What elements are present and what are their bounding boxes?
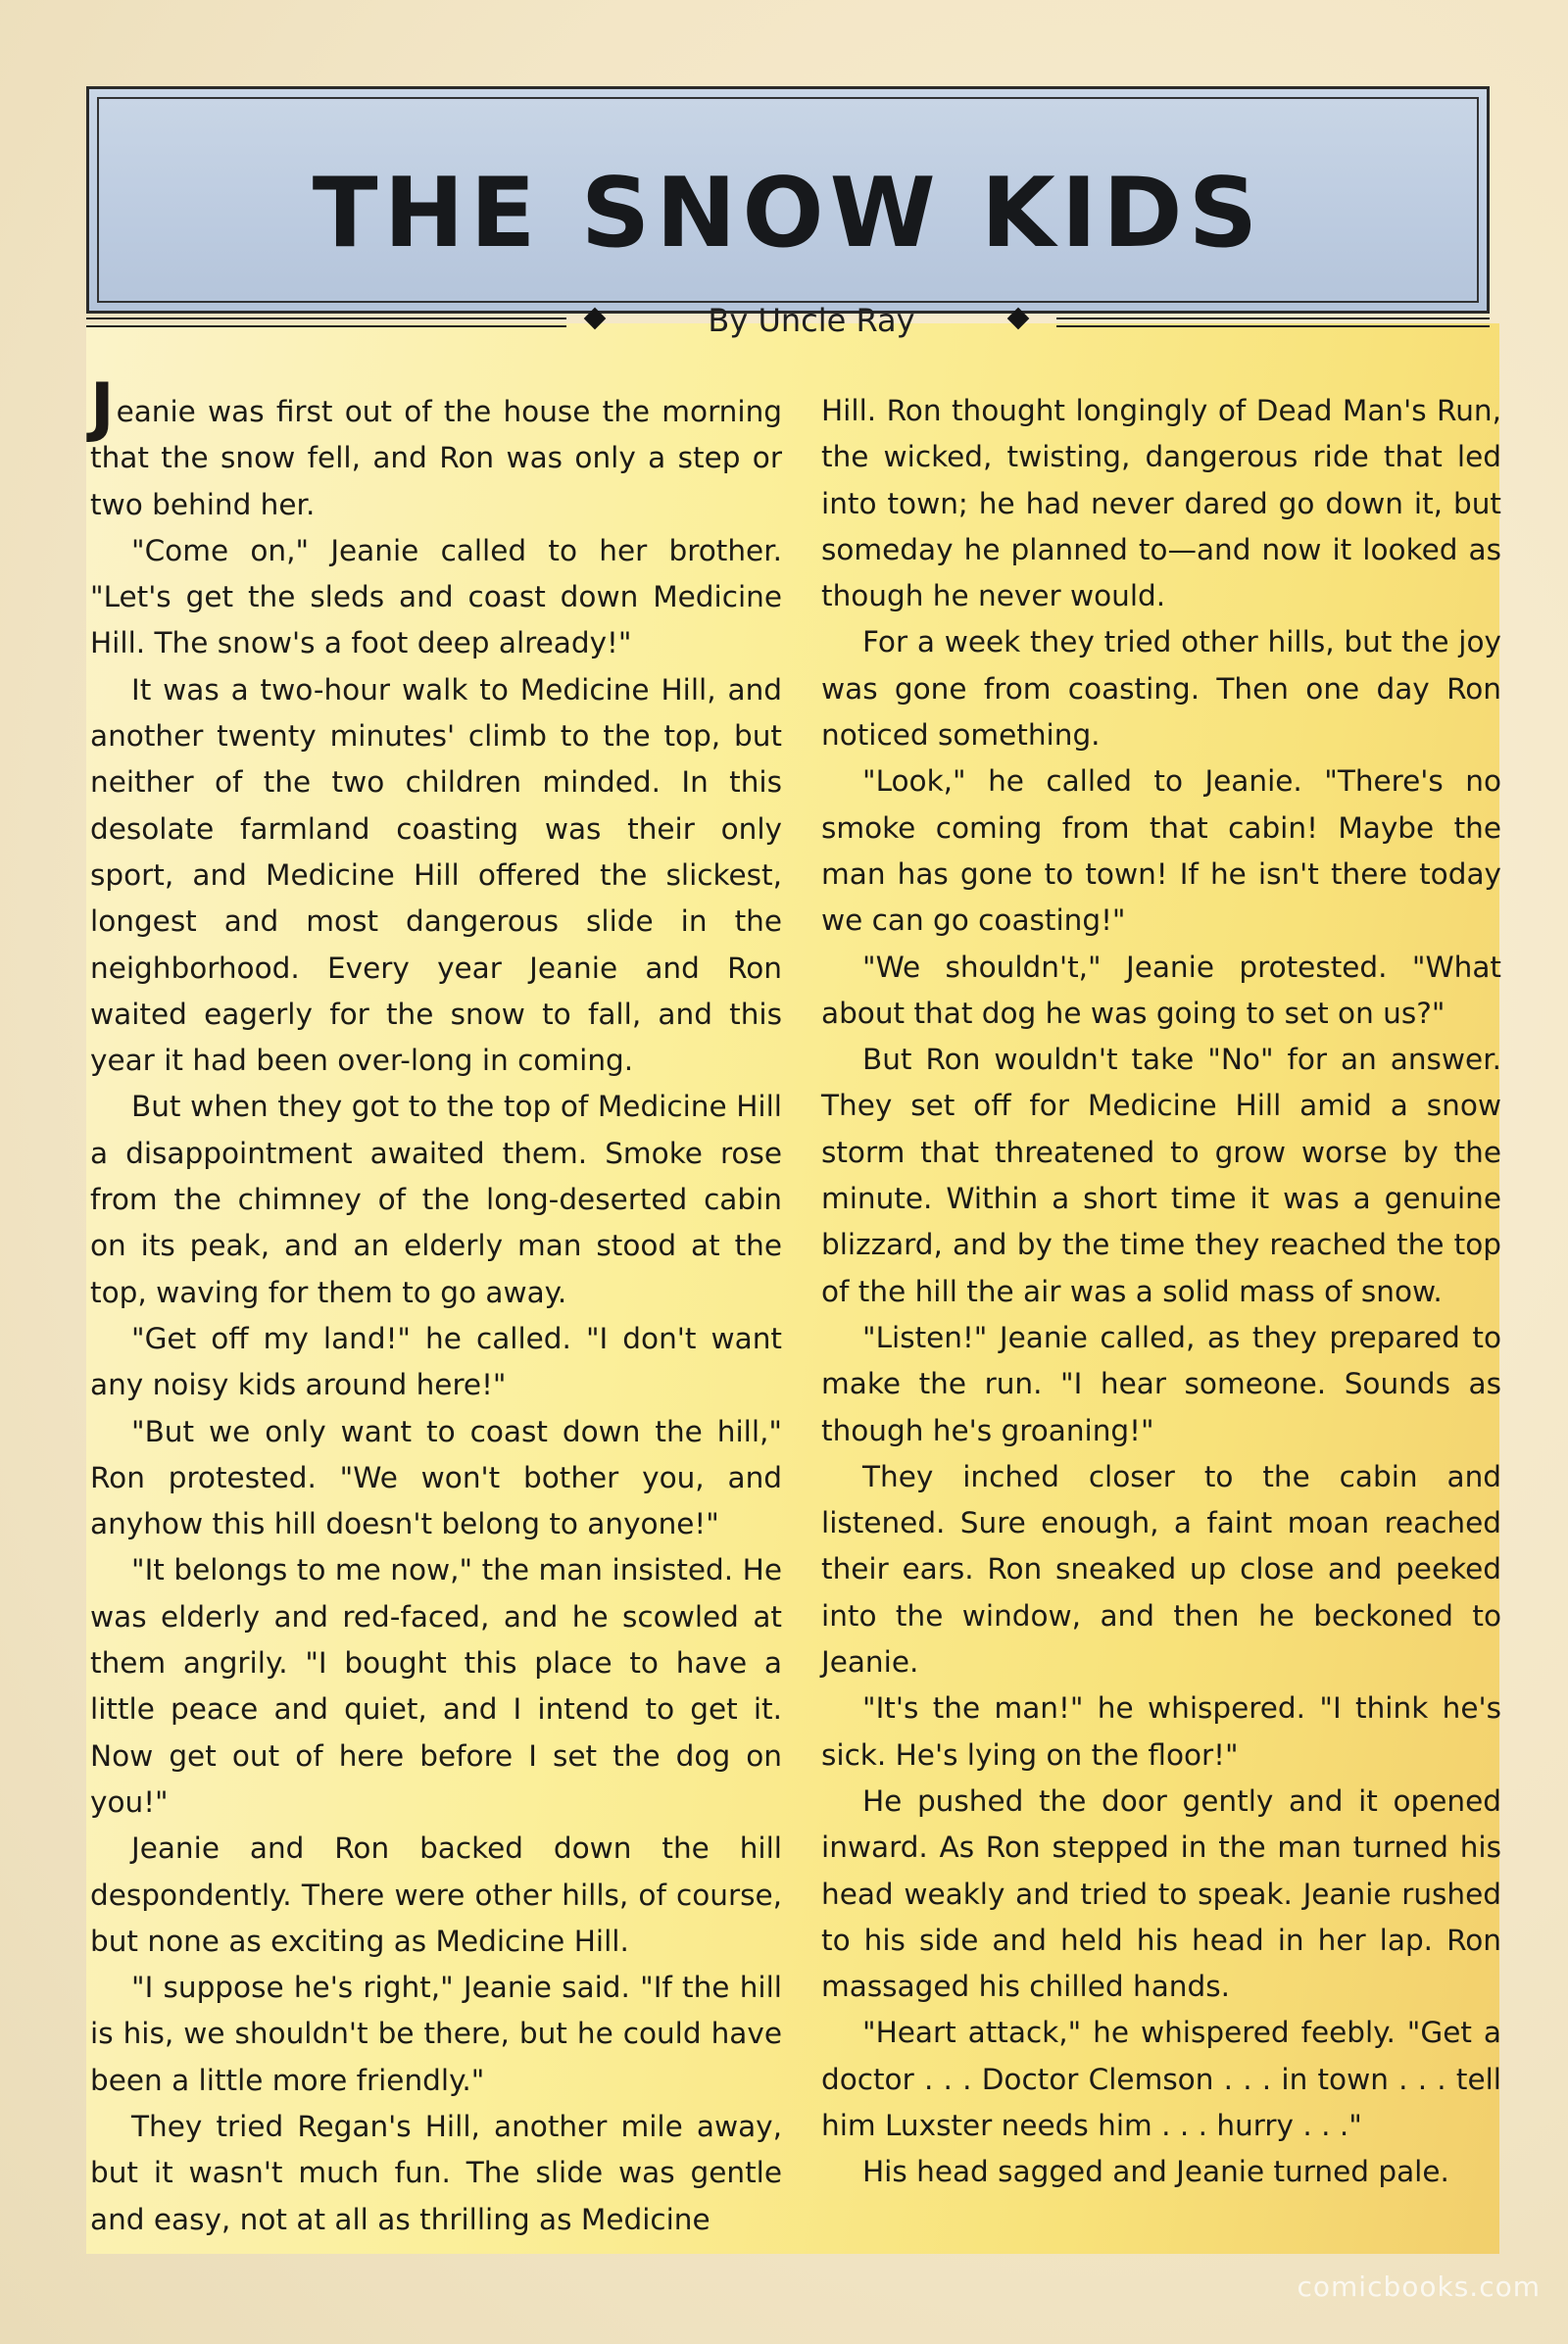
story-title: THE SNOW KIDS bbox=[312, 158, 1264, 269]
paragraph: Jeanie and Ron backed down the hill despondently. There were other hills, of course, but none as exciting as Medicine Hill. bbox=[90, 1831, 782, 1958]
byline-rule-right bbox=[1056, 317, 1490, 327]
paragraph: "Listen!" Jeanie called, as they prepared to make the run. "I hear someone. Sounds as though he's groaning!" bbox=[821, 1320, 1501, 1447]
paragraph: "Heart attack," he whispered feebly. "Get a doctor . . . Doctor Clemson . . . in town . . . tell him Luxster needs him . . . hurry . . ." bbox=[821, 2016, 1501, 2142]
paragraph: "Come on," Jeanie called to her brother. "Let's get the sleds and coast down Medicine Hill. The snow's a foot deep already!" bbox=[90, 533, 782, 660]
paragraph: "We shouldn't," Jeanie protested. "What about that dog he was going to set on us?" bbox=[821, 950, 1501, 1030]
paragraph: For a week they tried other hills, but the joy was gone from coasting. Then one day Ron noticed something. bbox=[821, 625, 1501, 753]
paragraph: They inched closer to the cabin and listened. Sure enough, a faint moan reached their ears. Ron sneaked up close and peeked into the window, and then he beckoned to Jeanie. bbox=[821, 1459, 1501, 1680]
story-column-left bbox=[90, 369, 782, 2243]
paragraph: But when they got to the top of Medicine Hill a disappointment awaited them. Smoke rose from the chimney of the long-deserted cabin on its peak, and an elderly man stood at the top, waving for them to go away. bbox=[90, 1090, 782, 1309]
paragraph: They tried Regan's Hill, another mile away, but it wasn't much fun. The slide was gentle and easy, not at all as thrilling as Medicine bbox=[90, 2109, 782, 2236]
paragraph: "I suppose he's right," Jeanie said. "If the hill is his, we shouldn't be there, but he could have been a little more friendly." bbox=[90, 1971, 782, 2097]
diamond-ornament-right-icon bbox=[1007, 308, 1030, 330]
paragraph: His head sagged and Jeanie turned pale. bbox=[862, 2155, 1449, 2189]
story-column-right bbox=[821, 388, 1501, 2196]
paragraph: "But we only want to coast down the hill," Ron protested. "We won't bother you, and anyhow this hill doesn't belong to anyone!" bbox=[90, 1414, 782, 1541]
byline: By Uncle Ray bbox=[708, 302, 915, 339]
paragraph-text: eanie was first out of the house the morning that the snow fell, and Ron was only a step or two behind her. bbox=[90, 395, 782, 521]
title-banner bbox=[86, 86, 1490, 314]
paragraph: "It's the man!" he whispered. "I think he's sick. He's lying on the floor!" bbox=[821, 1691, 1501, 1772]
paragraph: He pushed the door gently and it opened inward. As Ron stepped in the man turned his head weakly and tried to speak. Jeanie rushed to his side and held his head in her lap. Ron massaged his chilled hands. bbox=[821, 1783, 1501, 2004]
paragraph: Hill. Ron thought longingly of Dead Man's Run, the wicked, twisting, dangerous ride that led into town; he had never dared go down it, but someday he planned to—and now it looked as though he never would. bbox=[821, 394, 1501, 613]
paragraph: "Get off my land!" he called. "I don't want any noisy kids around here!" bbox=[90, 1321, 782, 1402]
byline-rule-left bbox=[86, 317, 566, 327]
diamond-ornament-left-icon bbox=[584, 308, 607, 330]
paragraph bbox=[90, 369, 782, 528]
watermark: comicbooks.com bbox=[1297, 2271, 1541, 2303]
paragraph: It was a two-hour walk to Medicine Hill, and another twenty minutes' climb to the top, but neither of the two children minded. In this desolate farmland coasting was their only sport, and Medicine Hill offered the slickest, longest and most dangerous slide in the neighborhood. Every year Jeanie and Ron waited eagerly for the snow to fall, and this year it had been over-long in coming. bbox=[90, 672, 782, 1078]
paragraph: But Ron wouldn't take "No" for an answer. They set off for Medicine Hill amid a snow storm that threatened to grow worse by the minute. Within a short time it was a genuine blizzard, and by the time they reached the top of the hill the air was a solid mass of snow. bbox=[821, 1043, 1501, 1308]
paragraph: "It belongs to me now," the man insisted. He was elderly and red-faced, and he scowled at them angrily. "I bought this place to have a little peace and quiet, and I intend to get it. Now get out of here before I set the dog on you!" bbox=[90, 1553, 782, 1819]
paragraph: "Look," he called to Jeanie. "There's no smoke coming from that cabin! Maybe the man has gone to town! If he isn't there today we can go coasting!" bbox=[821, 764, 1501, 938]
byline-row bbox=[86, 298, 1490, 341]
drop-cap: J bbox=[90, 369, 115, 445]
